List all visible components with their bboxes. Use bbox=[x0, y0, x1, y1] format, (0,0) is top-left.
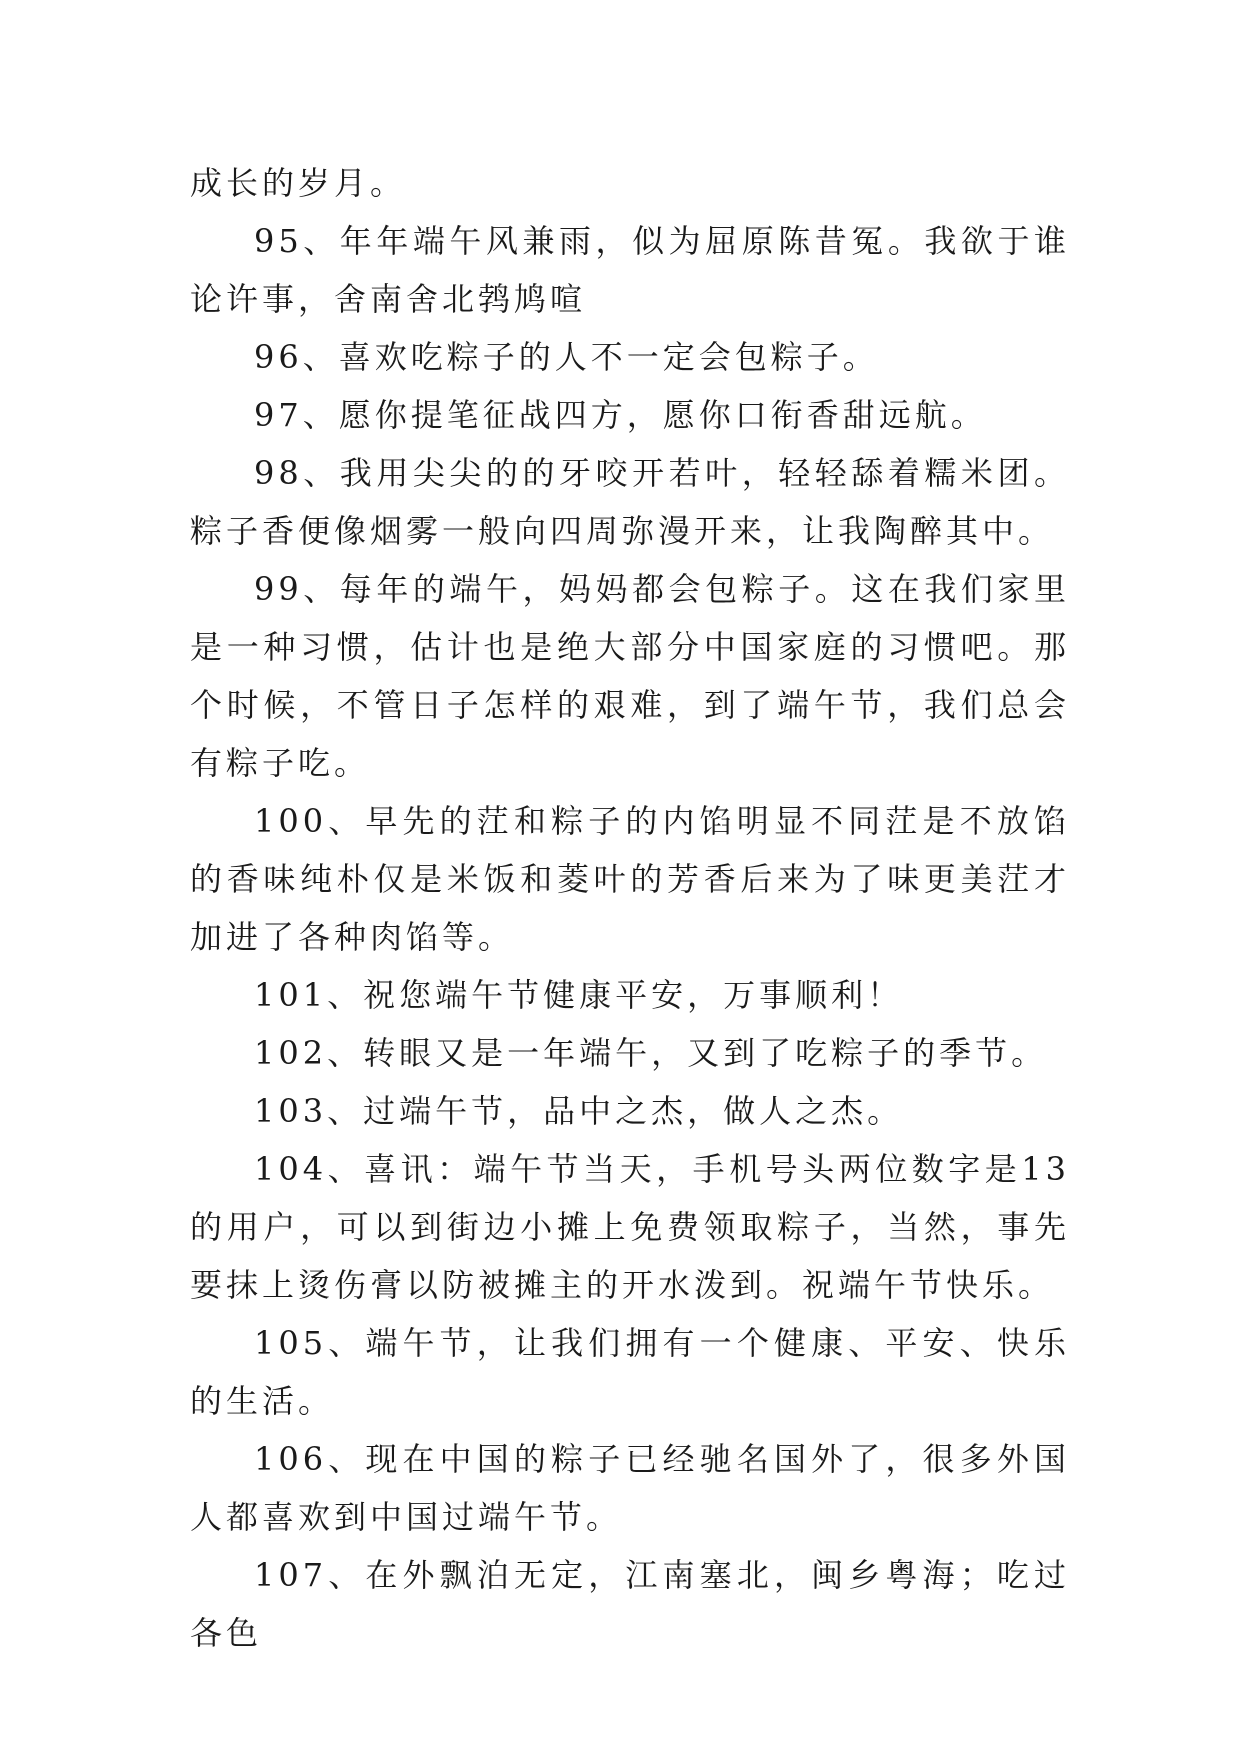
paragraph-item-104: 104、喜讯：端午节当天，手机号头两位数字是13的用户，可以到街边小摊上免费领取粽子，当然，事先要抹上烫伤膏以防被摊主的开水泼到。祝端午节快乐。 bbox=[190, 1150, 1070, 1304]
paragraph-item-107: 107、在外飘泊无定，江南塞北，闽乡粤海；吃过各色 bbox=[190, 1556, 1070, 1652]
paragraph-item-101: 101、祝您端午节健康平安，万事顺利！ bbox=[254, 976, 904, 1014]
paragraph-item-95: 95、年年端午风兼雨，似为屈原陈昔冤。我欲于谁论许事，舍南舍北鹁鸠喧 bbox=[190, 222, 1070, 318]
paragraph-item-100: 100、早先的茳和粽子的内馅明显不同茳是不放馅的香味纯朴仅是米饭和菱叶的芳香后来为了味更美茳才加进了各种肉馅等。 bbox=[190, 802, 1070, 956]
paragraph-item-98: 98、我用尖尖的的牙咬开若叶，轻轻舔着糯米团。粽子香便像烟雾一般向四周弥漫开来，让我陶醉其中。 bbox=[190, 454, 1070, 550]
paragraph-continuation: 成长的岁月。 bbox=[190, 164, 407, 202]
paragraph-item-105: 105、端午节，让我们拥有一个健康、平安、快乐的生活。 bbox=[190, 1324, 1070, 1420]
paragraph-item-102: 102、转眼又是一年端午，又到了吃粽子的季节。 bbox=[254, 1034, 1048, 1072]
paragraph-item-97: 97、愿你提笔征战四方，愿你口衔香甜远航。 bbox=[254, 396, 987, 434]
paragraph-item-96: 96、喜欢吃粽子的人不一定会包粽子。 bbox=[254, 338, 879, 376]
paragraph-item-106: 106、现在中国的粽子已经驰名国外了，很多外国人都喜欢到中国过端午节。 bbox=[190, 1440, 1070, 1536]
paragraph-item-99: 99、每年的端午，妈妈都会包粽子。这在我们家里是一种习惯，估计也是绝大部分中国家庭的习惯吧。那个时候，不管日子怎样的艰难，到了端午节，我们总会有粽子吃。 bbox=[190, 570, 1070, 782]
document-body bbox=[190, 154, 1070, 1662]
paragraph-item-103: 103、过端午节，品中之杰，做人之杰。 bbox=[254, 1092, 904, 1130]
